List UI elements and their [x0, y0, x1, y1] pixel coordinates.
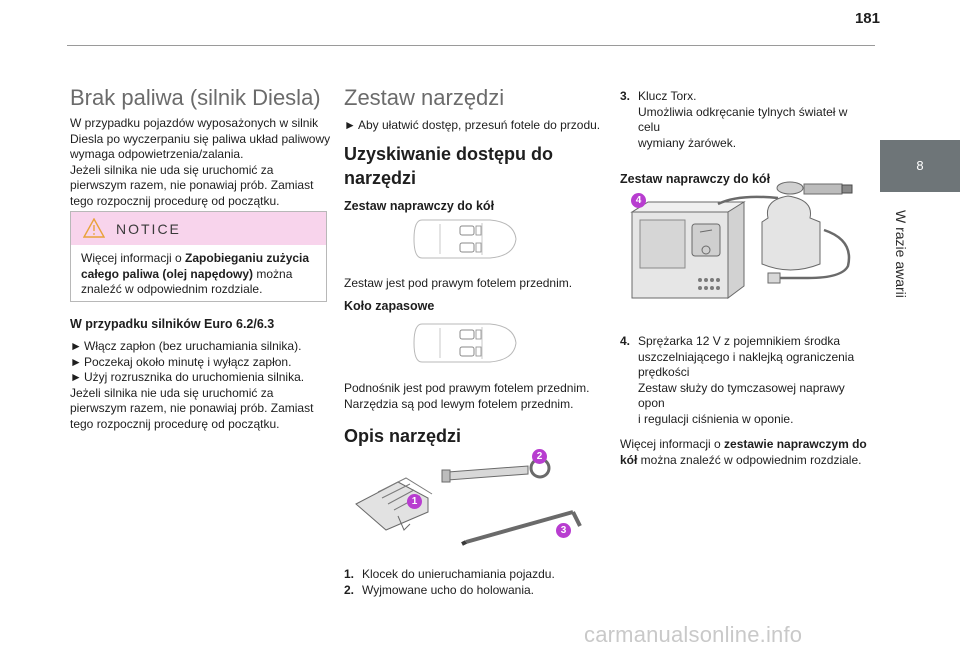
fuel-intro: [70, 116, 332, 209]
text-line: tego rozpocznij procedurę od początku.: [70, 193, 280, 208]
list-item: ► Włącz zapłon (bez uruchamiania silnika).: [70, 339, 302, 353]
callout-badge-3: 3: [556, 523, 571, 538]
callout-badge-4: 4: [631, 193, 646, 208]
text-line: Podnośnik jest pod prawym fotelem przednim.: [344, 381, 590, 395]
column-3: [620, 89, 870, 187]
subheading-euro: W przypadku silników Euro 6.2/6.3: [70, 317, 275, 331]
text-line: tego rozpocznij procedurę od początku.: [70, 416, 280, 431]
arrow-right-icon: ►: [344, 118, 356, 132]
more-info: Więcej informacji o zestawie naprawczym do kół można znaleźć w odpowiednim rozdziale.: [620, 437, 867, 467]
notice-link[interactable]: Zapobieganiu zużycia: [185, 251, 310, 265]
steps-list: [70, 339, 332, 432]
heading-spare-wheel: Koło zapasowe: [344, 298, 435, 313]
arrow-right-icon: ►: [70, 370, 82, 384]
list-item: 2. Wyjmowane ucho do holowania.: [344, 582, 534, 597]
text-line: Narzędzia są pod lewym fotelem przednim.: [344, 396, 574, 411]
callout-badge-1: 1: [407, 494, 422, 509]
list-item: ► Użyj rozrusznika do uruchomienia silnika.: [70, 370, 305, 384]
list-item: ► Poczekaj około minutę i wyłącz zapłon.: [70, 354, 292, 369]
column-1-lower: [70, 316, 332, 432]
heading-repair-kit: Zestaw naprawczy do kół: [344, 198, 495, 213]
notice-box: [70, 211, 327, 302]
text-line: wymaga odpowietrzenia/zalania.: [70, 147, 244, 161]
list-item: 3. Klucz Torx. Umożliwia odkręcanie tylnych świateł w celu wymiany żarówek.: [620, 89, 848, 150]
column-2-lower: [344, 381, 606, 448]
text-line: Diesla po wyczerpaniu się paliwa układ paliwowy: [70, 131, 331, 146]
tools-illustration: [348, 452, 598, 560]
text-line: pierwszym razem, nie ponawiaj prób. Zamiast: [70, 178, 314, 192]
notice-body: [71, 245, 326, 304]
list-item: 1. Klocek do unieruchamiania pojazdu.: [344, 567, 555, 581]
chapter-label: [893, 210, 923, 330]
warning-triangle-icon: [83, 218, 105, 243]
callout-badge-2: 2: [532, 449, 547, 464]
list-item: ► Aby ułatwić dostęp, przesuń fotele do przodu.: [344, 118, 601, 132]
notice-text: można: [253, 266, 293, 281]
section-title-tools: Zestaw narzędzi: [344, 85, 505, 110]
notice-link[interactable]: całego paliwa (olej napędowy): [81, 266, 254, 281]
watermark: carmanualsonline.info: [584, 622, 803, 647]
page-number: 181: [854, 10, 880, 27]
heading-repair-kit-2: Zestaw naprawczy do kół: [620, 172, 771, 186]
column-3-lower: [620, 334, 870, 468]
notice-text: Więcej informacji o: [81, 251, 186, 265]
chapter-number: 8: [916, 158, 924, 173]
more-info-link[interactable]: kół: [620, 452, 638, 467]
car-topview-spare-wheel-image: [410, 318, 520, 368]
heading-access: Uzyskiwanie dostępu do narzędzi: [344, 143, 554, 188]
column-1: [70, 84, 332, 209]
column-2-middle: [344, 276, 606, 314]
header-rule: [67, 45, 875, 46]
tools-list: [344, 567, 606, 598]
heading-tools-description: Opis narzędzi: [344, 426, 462, 446]
notice-title: NOTICE: [116, 221, 181, 237]
list-item: 4. Sprężarka 12 V z pojemnikiem środka uszczelniającego i naklejką ograniczenia prędkości Zestaw służy do tymczasowej naprawy opon i regulacji ciśnienia w oponie.: [620, 334, 855, 426]
more-info-link[interactable]: zestawie naprawczym do: [724, 437, 867, 451]
text-line: Zestaw jest pod prawym fotelem przednim.: [344, 276, 573, 290]
text-line: Jeżeli silnika nie uda się uruchomić za: [70, 385, 274, 400]
chapter-label-text: W razie awarii: [893, 210, 909, 298]
section-title-fuel: Brak paliwa (silnik Diesla): [70, 85, 321, 110]
text-line: pierwszym razem, nie ponawiaj prób. Zamiast: [70, 401, 314, 415]
notice-header: [71, 212, 326, 245]
column-2: [344, 84, 606, 214]
text-line: W przypadku pojazdów wyposażonych w silnik: [70, 116, 319, 130]
car-topview-repair-kit-image: [410, 214, 520, 264]
arrow-right-icon: ►: [70, 354, 82, 369]
text-line: Jeżeli silnika nie uda się uruchomić za: [70, 162, 274, 177]
compressor-illustration: [628, 180, 860, 320]
notice-text: znaleźć w odpowiednim rozdziale.: [81, 282, 263, 296]
arrow-right-icon: ►: [70, 339, 82, 353]
chapter-tab[interactable]: [880, 140, 960, 192]
